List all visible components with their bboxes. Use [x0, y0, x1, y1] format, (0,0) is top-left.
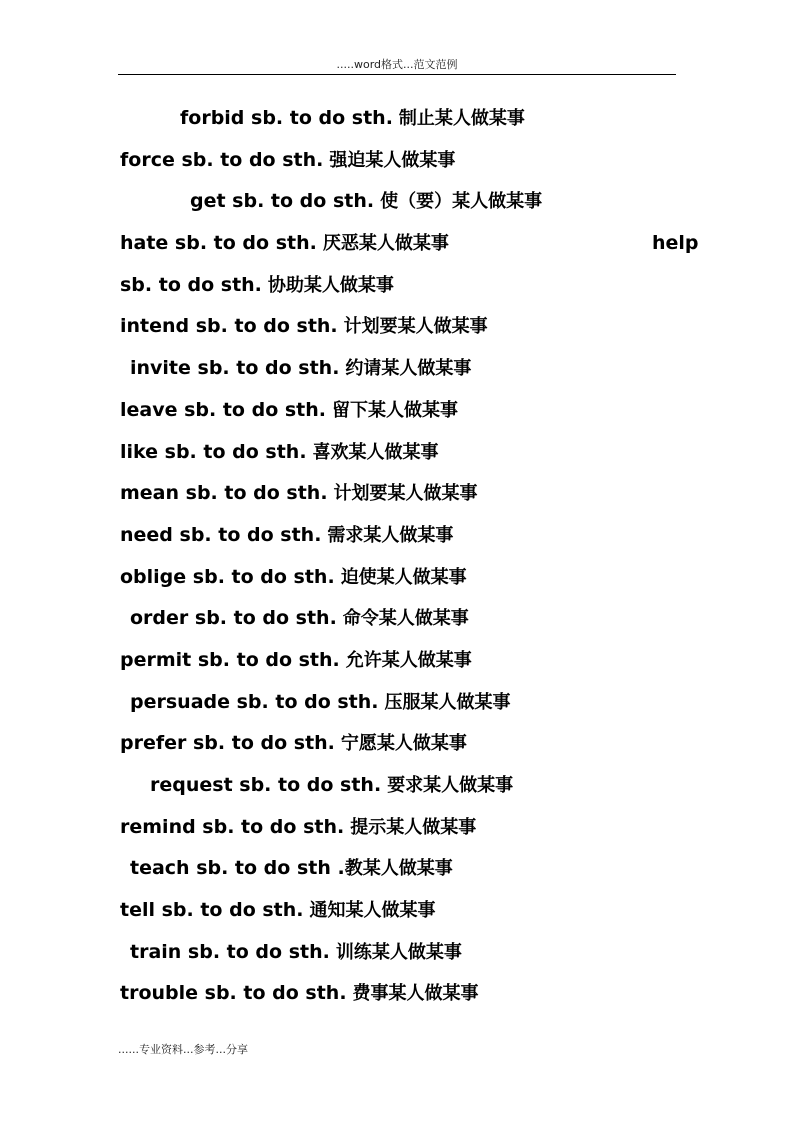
phrase-english: intend sb. to do sth.	[120, 315, 338, 338]
phrase-chinese: 命令某人做某事	[342, 608, 469, 630]
phrase-english-wrapped: help	[652, 232, 699, 255]
phrase-entry-like	[120, 432, 700, 474]
phrase-chinese: 协助某人做某事	[267, 274, 394, 296]
phrase-chinese: 需求某人做某事	[327, 524, 454, 546]
phrase-chinese: 强迫某人做某事	[329, 149, 456, 171]
phrase-english: hate sb. to do sth.	[120, 232, 317, 255]
page-footer: ......专业资料...参考...分享	[118, 1043, 248, 1056]
phrase-english: oblige sb. to do sth.	[120, 565, 335, 588]
phrase-chinese: 厌恶某人做某事	[322, 233, 449, 255]
phrase-entry-oblige	[120, 557, 700, 599]
phrase-list	[120, 98, 700, 1015]
phrase-english: forbid sb. to do sth.	[180, 107, 393, 129]
phrase-english: remind sb. to do sth.	[120, 815, 345, 838]
phrase-entry-help	[120, 265, 700, 307]
phrase-chinese: 要求某人做某事	[387, 775, 514, 796]
phrase-chinese: 训练某人做某事	[335, 941, 462, 963]
phrase-english: trouble sb. to do sth.	[120, 982, 347, 1005]
phrase-chinese: 约请某人做某事	[345, 358, 472, 380]
phrase-entry-need	[120, 515, 700, 557]
phrase-english: teach sb. to do sth .	[130, 857, 345, 880]
phrase-english: order sb. to do sth.	[130, 607, 337, 630]
phrase-english: permit sb. to do sth.	[120, 648, 340, 671]
phrase-entry-get	[120, 181, 700, 223]
phrase-entry-teach	[120, 848, 700, 890]
phrase-entry-hate	[120, 223, 700, 265]
phrase-english: prefer sb. to do sth.	[120, 732, 335, 755]
phrase-entry-forbid	[120, 98, 700, 140]
phrase-entry-prefer	[120, 723, 700, 765]
phrase-entry-force	[120, 140, 700, 182]
phrase-english: tell sb. to do sth.	[120, 899, 304, 922]
phrase-chinese: 制止某人做某事	[398, 108, 525, 129]
phrase-chinese: 使（要）某人做某事	[380, 191, 543, 213]
phrase-entry-order	[120, 598, 700, 640]
phrase-english: like sb. to do sth.	[120, 440, 307, 463]
phrase-english: train sb. to do sth.	[130, 940, 330, 963]
phrase-entry-intend	[120, 306, 700, 348]
phrase-chinese: 费事某人做某事	[352, 983, 479, 1005]
phrase-entry-invite	[120, 348, 700, 390]
phrase-entry-leave	[120, 390, 700, 432]
phrase-english: force sb. to do sth.	[120, 148, 324, 171]
phrase-chinese: 允许某人做某事	[345, 649, 472, 671]
phrase-english: request sb. to do sth.	[150, 774, 382, 796]
phrase-chinese: 迫使某人做某事	[340, 566, 467, 588]
phrase-entry-remind	[120, 807, 700, 849]
phrase-english: leave sb. to do sth.	[120, 398, 327, 421]
phrase-english: mean sb. to do sth.	[120, 482, 328, 505]
header-divider	[118, 74, 676, 75]
phrase-chinese: 教某人做某事	[344, 858, 453, 880]
phrase-english: sb. to do sth.	[120, 273, 262, 296]
phrase-entry-train	[120, 932, 700, 974]
phrase-english: invite sb. to do sth.	[130, 357, 340, 380]
phrase-chinese: 宁愿某人做某事	[340, 733, 467, 755]
phrase-chinese: 计划要某人做某事	[343, 316, 488, 338]
page-header: .....word格式...范文范例	[336, 58, 458, 71]
phrase-chinese: 喜欢某人做某事	[312, 441, 439, 463]
phrase-entry-trouble	[120, 973, 700, 1015]
phrase-chinese: 计划要某人做某事	[333, 483, 478, 505]
phrase-entry-permit	[120, 640, 700, 682]
phrase-chinese: 压服某人做某事	[384, 691, 511, 713]
phrase-entry-mean	[120, 473, 700, 515]
phrase-english: get sb. to do sth.	[190, 190, 375, 213]
phrase-english: persuade sb. to do sth.	[130, 690, 379, 713]
phrase-entry-request	[120, 765, 700, 807]
phrase-chinese: 通知某人做某事	[309, 900, 436, 922]
phrase-english: need sb. to do sth.	[120, 523, 322, 546]
phrase-entry-persuade	[120, 682, 700, 724]
phrase-entry-tell	[120, 890, 700, 932]
phrase-chinese: 留下某人做某事	[332, 399, 459, 421]
phrase-chinese: 提示某人做某事	[350, 816, 477, 838]
